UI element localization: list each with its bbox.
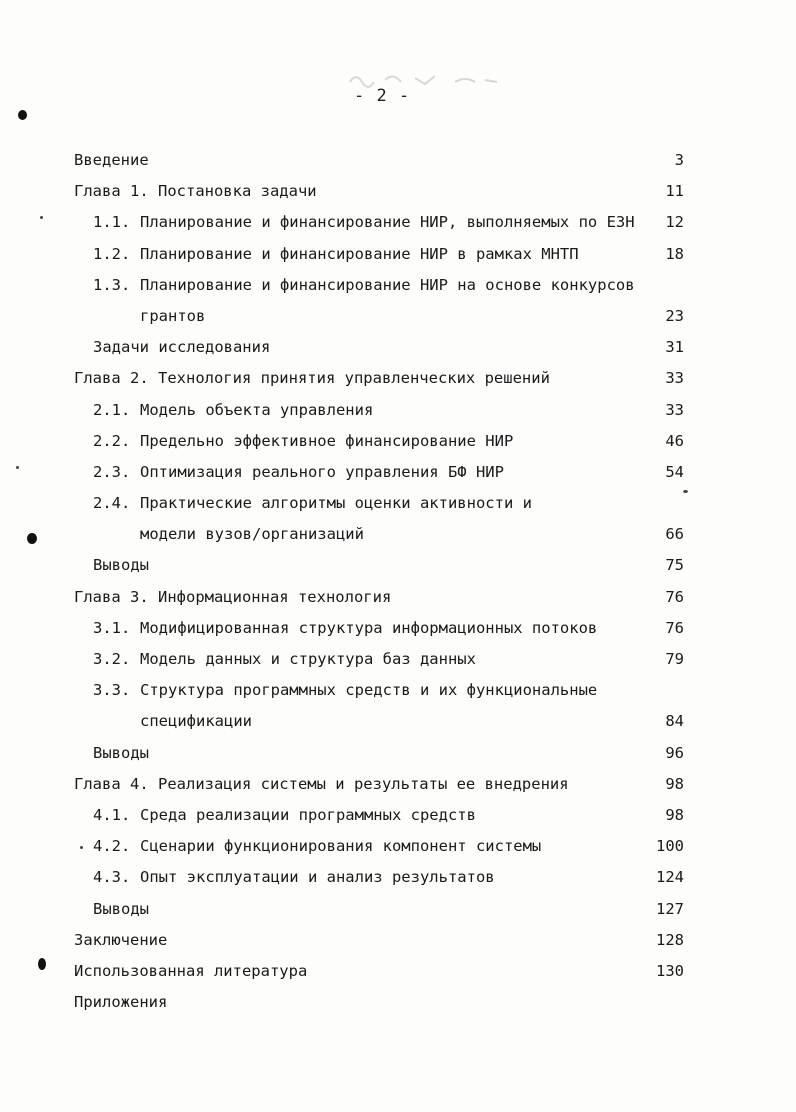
toc-entry-text: Глава 1. Постановка задачи xyxy=(74,182,317,201)
toc-entry-page: 130 xyxy=(656,961,684,980)
punch-hole-mark xyxy=(27,533,37,544)
toc-entry-title xyxy=(93,239,579,270)
toc-entry-text: Выводы xyxy=(93,556,149,575)
toc-entry-title xyxy=(93,550,149,581)
toc-entry xyxy=(74,457,684,488)
toc-entry-number: 2.4. xyxy=(93,494,131,513)
toc-entry-title xyxy=(74,582,391,613)
toc-entry-text: Глава 4. Реализация системы и результаты ее внедрения xyxy=(74,774,569,793)
toc-entry xyxy=(74,145,684,176)
toc-entry-page: 79 xyxy=(665,650,684,668)
toc-entry-number: 2.2. xyxy=(93,431,131,450)
punch-hole-mark xyxy=(18,110,27,120)
toc-entry-title xyxy=(93,270,635,301)
toc-entry-page: 76 xyxy=(665,587,684,606)
toc-entry xyxy=(74,738,684,769)
toc-entry-page: 98 xyxy=(665,805,684,824)
toc-entry-number: 4.1. xyxy=(93,805,131,824)
toc-entry-text: модели вузов/организаций xyxy=(140,525,364,544)
toc-entry-title xyxy=(93,332,270,363)
toc-entry-number: 1.3. xyxy=(93,275,131,294)
toc-entry-text: Задачи исследования xyxy=(93,338,271,357)
toc-entry-number: 4.2. xyxy=(93,837,131,856)
toc-entry-number: 3.3. xyxy=(93,681,131,700)
toc-entry-title xyxy=(93,457,504,488)
toc-entry-text: Структура программных средств и их функциональные xyxy=(140,681,598,700)
toc-entry-number: 3.2. xyxy=(93,650,131,668)
toc-entry-page: 96 xyxy=(665,743,684,762)
toc-entry xyxy=(74,426,684,457)
toc-entry-text: Введение xyxy=(74,151,149,169)
toc-entry-page: 76 xyxy=(665,618,684,637)
toc-entry xyxy=(74,800,684,831)
toc-entry xyxy=(74,644,684,675)
toc-entry-number: 3.1. xyxy=(93,618,131,637)
toc-entry xyxy=(74,332,684,363)
toc-entry-page: 31 xyxy=(665,338,684,357)
toc-entry xyxy=(74,613,684,644)
toc-entry-text: Модель объекта управления xyxy=(140,400,374,419)
scan-speck xyxy=(80,846,83,849)
toc-entry-text: грантов xyxy=(140,306,206,325)
toc-entry-title xyxy=(93,426,513,457)
toc-entry xyxy=(74,395,684,426)
toc-entry xyxy=(74,582,684,613)
toc-entry-text: Сценарии функционирования компонент системы xyxy=(140,837,542,856)
toc-entry-text: Планирование и финансирование НИР на основе конкурсов xyxy=(140,275,635,294)
toc-entry-text: Выводы xyxy=(93,899,149,918)
toc-entry-page: 18 xyxy=(665,244,684,263)
toc-entry-number: 1.2. xyxy=(93,244,131,263)
toc-entry xyxy=(74,862,684,893)
toc-entry xyxy=(74,925,684,956)
toc-entry-text: Заключение xyxy=(74,930,168,949)
toc-entry-title xyxy=(93,613,597,644)
scan-speck xyxy=(16,466,19,469)
toc-entry-page: 127 xyxy=(656,899,684,918)
toc-entry-text: Среда реализации программных средств xyxy=(140,805,476,824)
toc-entry-page: 33 xyxy=(665,400,684,419)
toc-entry xyxy=(74,894,684,925)
toc-entry-title xyxy=(74,987,167,1018)
toc-entry-title xyxy=(74,145,149,176)
toc-entry-title xyxy=(93,675,597,706)
toc-entry xyxy=(74,987,684,1018)
toc-entry-title xyxy=(93,831,541,862)
toc-entry-title xyxy=(140,706,252,737)
toc-entry xyxy=(74,675,684,706)
toc-entry xyxy=(74,769,684,800)
toc-entry-title xyxy=(140,519,364,550)
toc-entry-number: 2.3. xyxy=(93,462,131,481)
toc-entry-title xyxy=(93,207,635,238)
toc-entry xyxy=(74,706,684,737)
toc-entry xyxy=(74,363,684,394)
toc-entry-page: 124 xyxy=(656,868,684,887)
toc-entry-title xyxy=(140,301,205,332)
toc-entry xyxy=(74,550,684,581)
toc-entry-text: Глава 2. Технология принятия управленческих решений xyxy=(74,369,550,388)
toc-entry-title xyxy=(93,862,495,893)
toc-entry-title xyxy=(93,738,149,769)
toc-entry-text: Планирование и финансирование НИР, выполняемых по ЕЗН xyxy=(140,213,635,232)
toc-entry-text: Использованная литература xyxy=(74,961,308,980)
toc-entry xyxy=(74,176,684,207)
toc-entry-title xyxy=(93,395,373,426)
toc-entry-page: 100 xyxy=(656,837,684,856)
toc-entry-text: Модель данных и структура баз данных xyxy=(140,650,476,668)
toc-entry-text: Оптимизация реального управления БФ НИР xyxy=(140,462,504,481)
toc-entry-text: Приложения xyxy=(74,993,168,1012)
toc-entry xyxy=(74,239,684,270)
toc-entry-title xyxy=(93,488,532,519)
toc-entry-text: Предельно эффективное финансирование НИР xyxy=(140,431,514,450)
toc-entry-title xyxy=(74,176,317,207)
toc-entry xyxy=(74,488,684,519)
toc-entry-text: Практические алгоритмы оценки активности и xyxy=(140,494,532,513)
toc-entry-page: 46 xyxy=(665,431,684,450)
toc-entry-page: 11 xyxy=(665,182,684,201)
table-of-contents xyxy=(74,145,684,1018)
toc-entry-number: 4.3. xyxy=(93,868,131,887)
scan-speck xyxy=(40,216,43,219)
toc-entry-page: 3 xyxy=(674,151,684,169)
toc-entry-title xyxy=(93,644,476,675)
scan-speck xyxy=(683,490,688,493)
toc-entry-text: Выводы xyxy=(93,743,149,762)
toc-entry-title xyxy=(74,363,550,394)
toc-entry-text: Планирование и финансирование НИР в рамках МНТП xyxy=(140,244,579,263)
toc-entry-number: 1.1. xyxy=(93,213,131,232)
toc-entry-title xyxy=(74,769,569,800)
toc-entry-text: Модифицированная структура информационных потоков xyxy=(140,618,598,637)
toc-entry-page: 66 xyxy=(665,525,684,544)
toc-entry-title xyxy=(74,925,167,956)
toc-entry-page: 23 xyxy=(665,306,684,325)
toc-entry-title xyxy=(74,956,307,987)
toc-entry xyxy=(74,519,684,550)
toc-entry-text: Глава 3. Информационная технология xyxy=(74,587,392,606)
toc-entry-title xyxy=(93,800,476,831)
toc-entry-number: 2.1. xyxy=(93,400,131,419)
toc-entry-text: Опыт эксплуатации и анализ результатов xyxy=(140,868,495,887)
toc-entry-page: 33 xyxy=(665,369,684,388)
toc-entry-page: 12 xyxy=(665,213,684,232)
toc-entry xyxy=(74,831,684,862)
toc-entry-page: 84 xyxy=(665,712,684,731)
toc-entry-page: 128 xyxy=(656,930,684,949)
toc-entry-title xyxy=(93,894,149,925)
toc-entry xyxy=(74,301,684,332)
toc-entry-page: 75 xyxy=(665,556,684,575)
toc-entry-page: 98 xyxy=(665,774,684,793)
toc-entry-page: 54 xyxy=(665,462,684,481)
toc-entry-text: спецификации xyxy=(140,712,252,731)
toc-entry xyxy=(74,270,684,301)
toc-entry xyxy=(74,207,684,238)
punch-hole-mark xyxy=(38,958,46,970)
toc-entry xyxy=(74,956,684,987)
page-number: - 2 - xyxy=(354,86,411,106)
